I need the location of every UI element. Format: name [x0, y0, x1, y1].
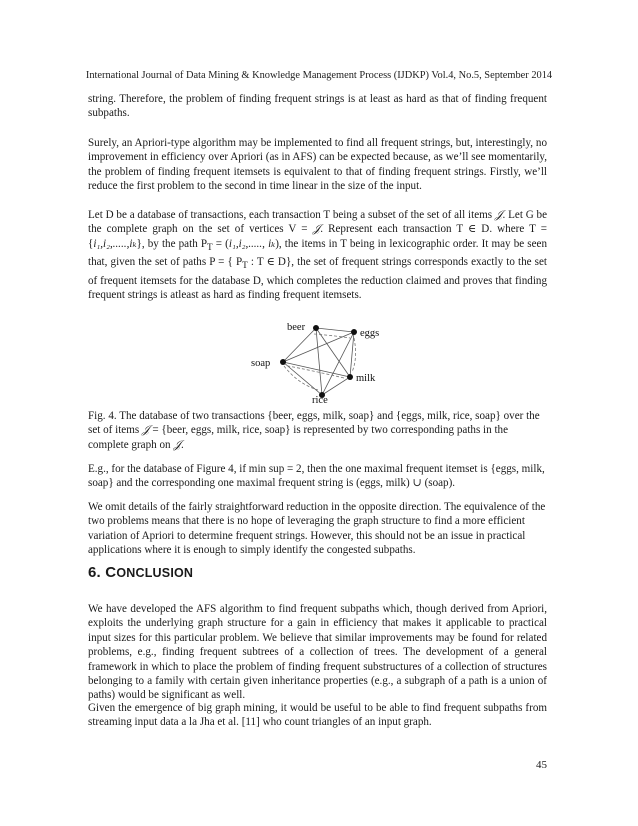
paragraph-2: Surely, an Apriori-type algorithm may be implemented to find all frequent strings, but, interestingly, no improvement in efficiency over Apriori (as in AFS) can be expected because, as we’ll see momentarily, the problem of finding frequent itemsets is equivalent to that of finding frequent strings. Firstly, we’ll reduce the first problem to the second in time linear in the size of the input. — [88, 137, 547, 193]
node-milk — [347, 374, 353, 380]
paragraph-5: We omit details of the fairly straightforward reduction in the opposite direction. The equivalence of the two problems means that there is no hope of leveraging the graph structure to find a more efficient variation of Apriori to determine frequent strings. However, this should not be an issue in practical applications where it is enough to simply identify the congested subpaths. — [88, 501, 546, 557]
node-soap — [280, 359, 286, 365]
label-milk: milk — [356, 373, 376, 384]
paragraph-1: string. Therefore, the problem of finding frequent strings is at least as hard as that of finding frequent subpaths. — [88, 93, 547, 120]
journal-header: International Journal of Data Mining & Knowledge Management Process (IJDKP) Vol.4, No.5, September 2014 — [85, 70, 553, 81]
paragraph-7: Given the emergence of big graph mining, it would be useful to be able to find frequent subpaths from streaming input data a la Jha et al. [11] who count triangles of an input graph. — [88, 702, 547, 729]
paragraph-3: Let D be a database of transactions, each transaction T being a subset of the set of all items 𝒥. Let G be the complete graph on the set of vertices V = 𝒥. Represent each transaction T ∈ D. where T = {i₁,i₂,.....,iₖ}, by the path $P_T = (i_1,i_2$,....., iₖ), the items in T being in lexicographic order. It may be seen that, given the set of paths P = { $P_T$ : T ∈ D}, the set of frequent strings corresponds exactly to the set of frequent itemsets for the database D, which completes the reduction claimed and proves that finding frequent strings is atleast as hard as finding frequent itemsets. — [88, 208, 548, 302]
label-soap: soap — [251, 358, 271, 369]
figure-caption: Fig. 4. The database of two transactions {beer, eggs, milk, soap} and {eggs, milk, rice, soap} over the set of items 𝒥 = {beer, eggs, milk, rice, soap} is represented by two corresponding paths in the complete graph on 𝒥. — [88, 410, 540, 451]
label-beer: beer — [287, 322, 306, 333]
node-beer — [313, 325, 319, 331]
page-number: 45 — [536, 759, 547, 771]
node-eggs — [351, 329, 357, 335]
paragraph-4: E.g., for the database of Figure 4, if min sup = 2, then the one maximal frequent itemset is {eggs, milk, soap} and the corresponding one maximal frequent string is (eggs, milk) ∪ (soap). — [88, 463, 545, 490]
paragraph-6: We have developed the AFS algorithm to find frequent subpaths which, though derived from Apriori, exploits the underlying graph structure for a gain in efficiency that makes it applicable to practical input sizes for this particular problem. We believe that similar improvements may be found for related problems, e.g., finding frequent subtrees of a collection of trees. The development of a general framework in which to place the problem of finding frequent substructures of a collection of structures belonging to a family with certain given inheritance properties (e.g., a subgraph of a path is a union of paths) would be significant as well. — [88, 603, 547, 702]
section-heading-conclusion: 6. CONCLUSION — [88, 564, 194, 581]
complete-graph-figure — [240, 292, 410, 404]
label-rice: rice — [312, 395, 328, 404]
label-eggs: eggs — [360, 328, 380, 339]
